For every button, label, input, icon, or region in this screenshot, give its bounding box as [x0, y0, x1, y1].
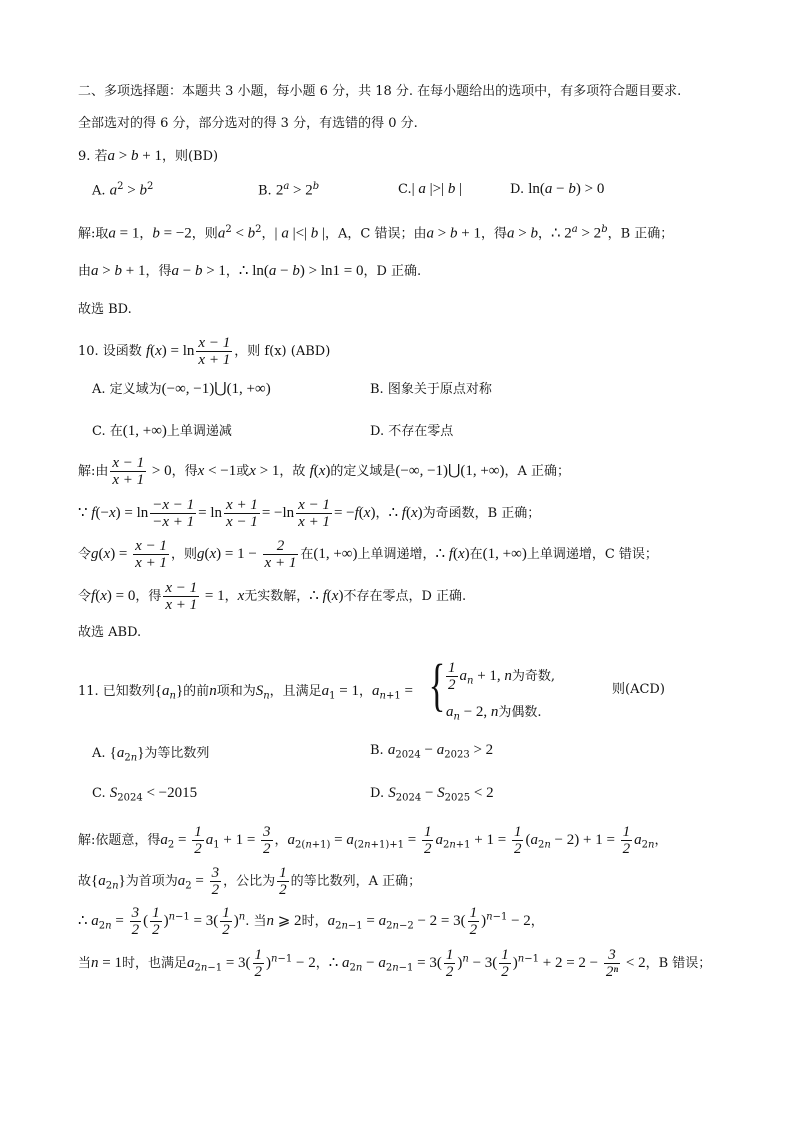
q11-case-even: $a_n - 2$, n为偶数. — [446, 704, 542, 723]
q11-solution-line2: 故$\{a_{2n}\}$为首项为$a_2$ = $\frac{3}{2}$ ，公比为 $\frac{1}{2}$ 的等比数列，A 正确； — [78, 865, 422, 898]
q9-option-a: A. $a^2 > b^2$ — [92, 181, 154, 199]
q9-stem: 9. 若a > b + 1，则(BD) — [78, 148, 219, 164]
q11-option-a: A. $\{a_{2n}\}$为等比数列 — [92, 745, 210, 764]
q9-conclusion: 故选 BD. — [78, 302, 132, 317]
q11-option-d: D. $S_{2024} - S_{2025} < 2$ — [370, 785, 494, 804]
section-heading: 二、多项选择题：本题共 3 小题，每小题 6 分，共 18 分. 在每小题给出的选项中，有多项符合题目要求. — [78, 84, 682, 99]
q11-case-odd: $\frac{1}{2}$ $a_n + 1$, n为奇数, — [448, 660, 556, 693]
section-scoring: 全部选对的得 6 分，部分选对的得 3 分，有选错的得 0 分. — [78, 116, 418, 131]
q10-solution-line1: 解:由 $\frac{x - 1}{x + 1}$ > 0，得x < −1或x > 1，故 f(x)的定义域是(−∞, −1)⋃(1, +∞)，A 正确； — [78, 455, 571, 488]
q10-option-c: C. 在(1, +∞)上单调递减 — [92, 423, 232, 439]
q10-conclusion: 故选 ABD. — [78, 625, 142, 640]
piecewise-brace: { — [428, 652, 446, 717]
q11-solution-line1: 解:依题意，得$a_2$ = $\frac{1}{2}$ $a_1 + 1$ = $\frac{3}{2}$ ，$a_{2(n+1)} = a_{(2n+1)+1}$ = $\frac{1}{2}$ $a_{2n+1} + 1$ = $\frac{1}{2}$ $(a_{2n} - 2) + 1$ = $\frac{1}{2}$ $a_{2n}$， — [78, 824, 668, 857]
q9-option-b: B. $2^a > 2^b$ — [258, 181, 320, 199]
q10-option-a: A. 定义域为(−∞, −1)⋃(1, +∞) — [92, 381, 271, 397]
q10-solution-line4: 令f(x) = 0，得 $\frac{x - 1}{x + 1}$ = 1，x无实数解，∴ f(x)不存在零点，D 正确. — [78, 580, 467, 613]
q10-option-b: B. 图象关于原点对称 — [370, 382, 492, 397]
q9-option-d: D. ln(a − b) > 0 — [510, 181, 605, 197]
q9-solution-line2: 由a > b + 1，得a − b > 1，∴ ln(a − b) > ln1 = 0，D 正确. — [78, 263, 422, 279]
q9-option-c: C.| a |>| b | — [398, 181, 463, 197]
q10-option-d: D. 不存在零点 — [370, 424, 454, 439]
q11-answer: 则(ACD) — [612, 682, 665, 697]
q10-solution-line2: ∵ f(−x) = ln $\frac{-x - 1}{-x + 1}$ = ln $\frac{x + 1}{x - 1}$ = −ln $\frac{x - 1}{x + 1}$ = −f(x)，∴ f(x)为奇函数，B 正确； — [78, 497, 541, 530]
q10-solution-line3: 令g(x) = $\frac{x - 1}{x + 1}$ ，则g(x) = 1 − $\frac{2}{x + 1}$ 在(1, +∞)上单调递增，∴ f(x)在(1, +∞)上单调递增，C 错误； — [78, 538, 658, 571]
q11-stem: 11. 已知数列$\{a_n\}$的前n项和为$S_n$，且满足$a_1 = 1$，$a_{n+1}$ = — [78, 683, 413, 702]
q11-solution-line4: 当n = 1时，也满足$a_{2n-1} = 3$( $\frac{1}{2}$ )$^{n-1}$ − 2，∴ $a_{2n} - a_{2n-1} = 3$( $\frac{1}{2}$ )$^n$ − 3( $\frac{1}{2}$ )$^{n-1}$ + 2 = 2 − $\frac{3}{\text{2ⁿ}}$ < 2，B 错误； — [78, 947, 712, 980]
q11-option-b: B. $a_{2024} - a_{2023} > 2$ — [370, 742, 494, 761]
q9-solution-line1: 解:取a = 1，b = −2，则$a^2 < b^2$，| a |<| b |，A，C 错误；由a > b + 1，得a > b，∴ $2^a > 2^b$，B 正确； — [78, 224, 674, 242]
q11-option-c: C. $S_{2024} < -2015$ — [92, 785, 198, 804]
q10-stem: 10. 设函数 f(x) = ln $\frac{x - 1}{x + 1}$ ，则 f(x) (ABD) — [78, 335, 331, 368]
q11-solution-line3: ∴ $a_{2n}$ = $\frac{3}{2}$ ( $\frac{1}{2}$ )$^{n-1}$ = 3( $\frac{1}{2}$ )$^n$. 当n ⩾ 2时，$a_{2n-1} = a_{2n-2} - 2 = 3$( $\frac{1}{2}$ )$^{n-1}$ − 2， — [78, 905, 544, 938]
